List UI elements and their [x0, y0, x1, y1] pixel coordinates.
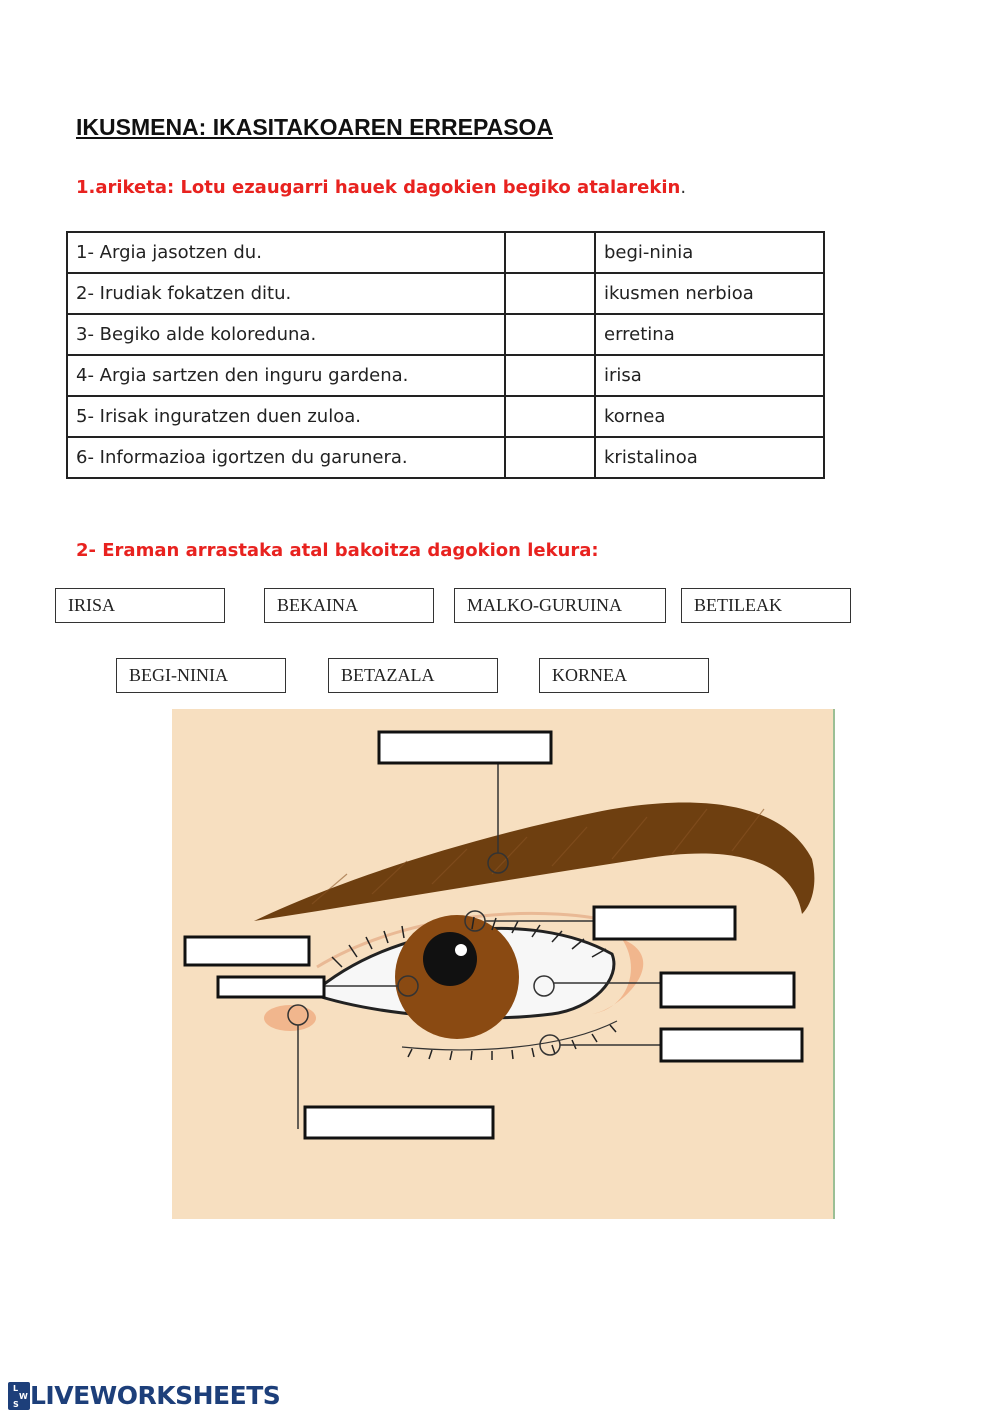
- statement-cell: 3- Begiko alde koloreduna.: [67, 314, 505, 355]
- table-row: [67, 355, 824, 396]
- drag-word-irisa[interactable]: IRISA: [55, 588, 225, 623]
- eye-part-cell: kristalinoa: [595, 437, 824, 478]
- answer-box-lower-right[interactable]: [661, 1029, 802, 1061]
- svg-text:L: L: [13, 1383, 19, 1393]
- statement-cell: 1- Argia jasotzen du.: [67, 232, 505, 273]
- drag-word-betazala[interactable]: BETAZALA: [328, 658, 498, 693]
- answer-cell[interactable]: [505, 355, 595, 396]
- footer-brand: LIVEWORKSHEETS: [30, 1381, 281, 1410]
- answer-cell[interactable]: [505, 273, 595, 314]
- statement-cell: 2- Irudiak fokatzen ditu.: [67, 273, 505, 314]
- statement-cell: 4- Argia sartzen den inguru gardena.: [67, 355, 505, 396]
- answer-box-left-middle[interactable]: [218, 977, 324, 997]
- svg-text:S: S: [13, 1399, 19, 1409]
- eye-part-cell: ikusmen nerbioa: [595, 273, 824, 314]
- table-row: [67, 273, 824, 314]
- table-row: [67, 396, 824, 437]
- eye-part-cell: erretina: [595, 314, 824, 355]
- answer-cell[interactable]: [505, 232, 595, 273]
- matching-table: [66, 231, 825, 479]
- drag-word-bekaina[interactable]: BEKAINA: [264, 588, 434, 623]
- drag-word-kornea[interactable]: KORNEA: [539, 658, 709, 693]
- answer-cell[interactable]: [505, 396, 595, 437]
- eye-part-cell: begi-ninia: [595, 232, 824, 273]
- table-row: [67, 232, 824, 273]
- drag-word-malko-guruina[interactable]: MALKO-GURUINA: [454, 588, 666, 623]
- exercise1-heading-dot: .: [680, 177, 687, 198]
- answer-box-bottom[interactable]: [305, 1107, 493, 1138]
- answer-box-top[interactable]: [379, 732, 551, 763]
- pupil-shape: [423, 932, 477, 986]
- drag-word-betileak[interactable]: BETILEAK: [681, 588, 851, 623]
- statement-cell: 6- Informazioa igortzen du garunera.: [67, 437, 505, 478]
- liveworksheets-logo-icon: [8, 1382, 30, 1410]
- statement-cell: 5- Irisak inguratzen duen zuloa.: [67, 396, 505, 437]
- svg-text:W: W: [19, 1391, 28, 1401]
- table-row: [67, 314, 824, 355]
- eye-part-cell: irisa: [595, 355, 824, 396]
- footer-logo: [8, 1381, 280, 1410]
- exercise1-heading: [76, 177, 686, 198]
- answer-box-upper-right[interactable]: [594, 907, 735, 939]
- answer-box-right-middle[interactable]: [661, 973, 794, 1007]
- table-row: [67, 437, 824, 478]
- exercise2-heading: 2- Eraman arrastaka atal bakoitza dagokion lekura:: [76, 540, 599, 561]
- eye-part-cell: kornea: [595, 396, 824, 437]
- page-title: IKUSMENA: IKASITAKOAREN ERREPASOA: [76, 114, 554, 140]
- exercise1-heading-text: 1.ariketa: Lotu ezaugarri hauek dagokien begiko atalarekin: [76, 177, 681, 198]
- answer-cell[interactable]: [505, 314, 595, 355]
- drag-word-begi-ninia[interactable]: BEGI-NINIA: [116, 658, 286, 693]
- answer-cell[interactable]: [505, 437, 595, 478]
- eye-diagram: [172, 709, 835, 1219]
- answer-box-left[interactable]: [185, 937, 309, 965]
